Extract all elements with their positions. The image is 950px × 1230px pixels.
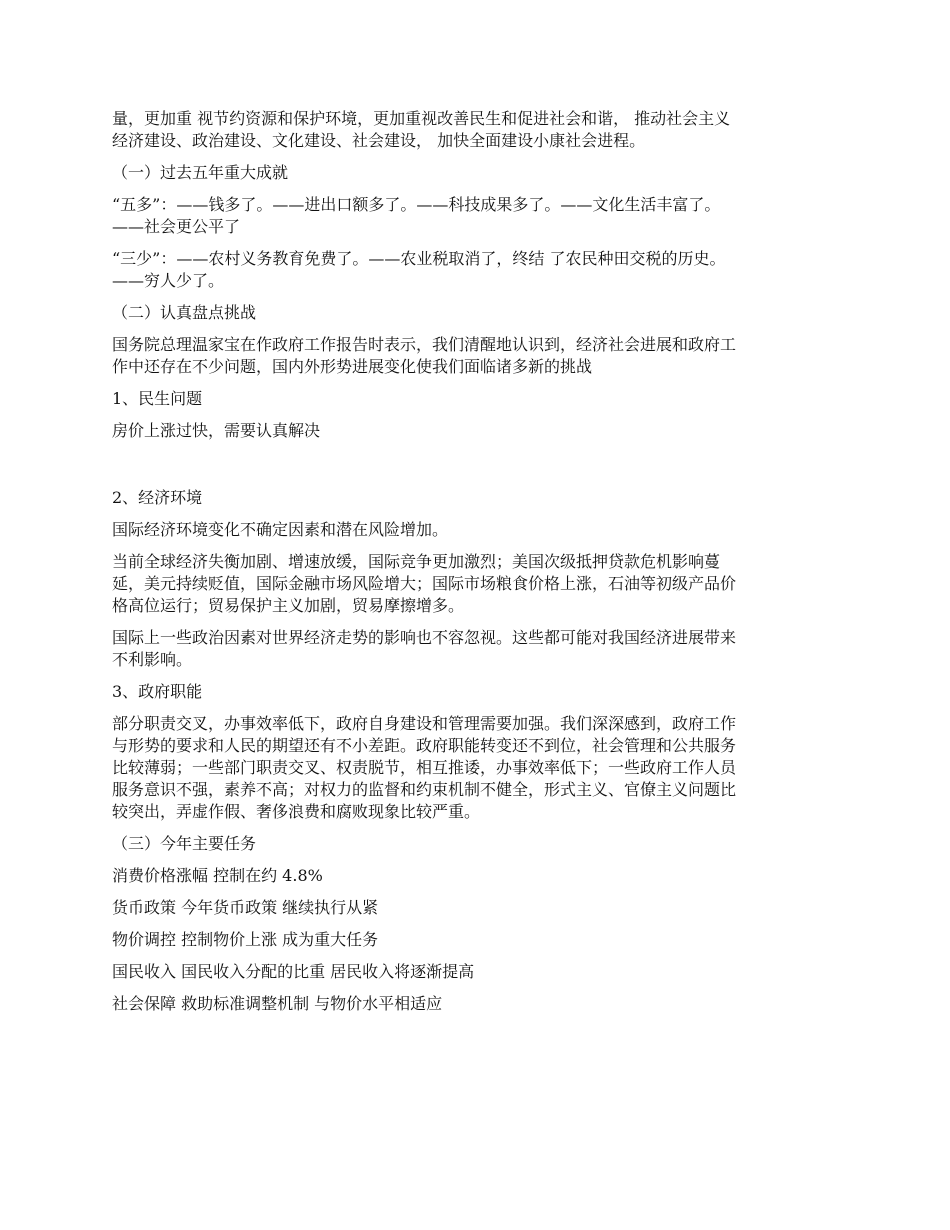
global-line-1: 当前全球经济失衡加剧、增速放缓，国际竞争更加激烈；美国次级抵押贷款危机影响蔓 (112, 552, 721, 571)
heading-tasks: （三）今年主要任务 (112, 834, 257, 853)
task-security: 社会保障 救助标准调整机制 与物价水平相适应 (112, 994, 443, 1013)
heading-livelihood: 1、民生问题 (112, 389, 203, 408)
political-line-1: 国际上一些政治因素对世界经济走势的影响也不容忽视。这些都可能对我国经济进展带来 (112, 628, 737, 647)
intro-line-1: 量，更加重 视节约资源和保护环境，更加重视改善民生和促进社会和谐， 推动社会主义 (112, 109, 731, 128)
political-paragraph (112, 627, 838, 671)
task-monetary: 货币政策 今年货币政策 继续执行从紧 (112, 898, 379, 917)
heading-government: 3、政府职能 (112, 682, 203, 701)
intro-paragraph (112, 108, 838, 152)
heading-economy: 2、经济环境 (112, 488, 203, 507)
uncertain-paragraph: 国际经济环境变化不确定因素和潜在风险增加。 (112, 520, 449, 539)
wuduo-line-1: “五多”：——钱多了。——进出口额多了。——科技成果多了。——文化生活丰富了。 (112, 195, 721, 214)
sanshao-line-2: ——穷人少了。 (112, 271, 225, 290)
functions-line-1: 部分职责交叉，办事效率低下，政府自身建设和管理需要加强。我们深深感到，政府工作 (112, 714, 737, 733)
wen-line-1: 国务院总理温家宝在作政府工作报告时表示，我们清醒地认识到，经济社会进展和政府工 (112, 335, 737, 354)
wuduo-paragraph (112, 194, 838, 238)
political-line-2: 不利影响。 (112, 650, 193, 669)
task-income: 国民收入 国民收入分配的比重 居民收入将逐渐提高 (112, 962, 475, 981)
sanshao-paragraph (112, 248, 838, 292)
housing-paragraph: 房价上涨过快，需要认真解决 (112, 421, 321, 440)
functions-line-2: 与形势的要求和人民的期望还有不小差距。政府职能转变还不到位，社会管理和公共服务 (112, 736, 737, 755)
global-line-2: 延，美元持续贬值，国际金融市场风险增大；国际市场粮食价格上涨，石油等初级产品价 (112, 574, 737, 593)
wen-line-2: 作中还存在不少问题，国内外形势进展变化使我们面临诸多新的挑战 (112, 357, 593, 376)
heading-achievements: （一）过去五年重大成就 (112, 163, 289, 182)
functions-paragraph (112, 713, 838, 823)
section-gap (112, 452, 838, 487)
functions-line-3: 比较薄弱；一些部门职责交叉、权责脱节，相互推诿，办事效率低下；一些政府工作人员 (112, 758, 737, 777)
functions-line-5: 较突出，弄虚作假、奢侈浪费和腐败现象比较严重。 (112, 802, 481, 821)
global-paragraph (112, 551, 838, 617)
wuduo-line-2: ——社会更公平了 (112, 217, 241, 236)
functions-line-4: 服务意识不强，素养不高；对权力的监督和约束机制不健全，形式主义、官僚主义问题比 (112, 780, 737, 799)
heading-challenges: （二）认真盘点挑战 (112, 303, 257, 322)
document-page (112, 108, 838, 1025)
global-line-3: 格高位运行；贸易保护主义加剧，贸易摩擦增多。 (112, 596, 465, 615)
task-prices: 物价调控 控制物价上涨 成为重大任务 (112, 930, 379, 949)
task-cpi: 消费价格涨幅 控制在约 4.8% (112, 866, 323, 885)
sanshao-line-1: “三少”：——农村义务教育免费了。——农业税取消了，终结 了农民种田交税的历史。 (112, 249, 726, 268)
wen-paragraph (112, 334, 838, 378)
intro-line-2: 经济建设、政治建设、文化建设、社会建设， 加快全面建设小康社会进程。 (112, 131, 646, 150)
